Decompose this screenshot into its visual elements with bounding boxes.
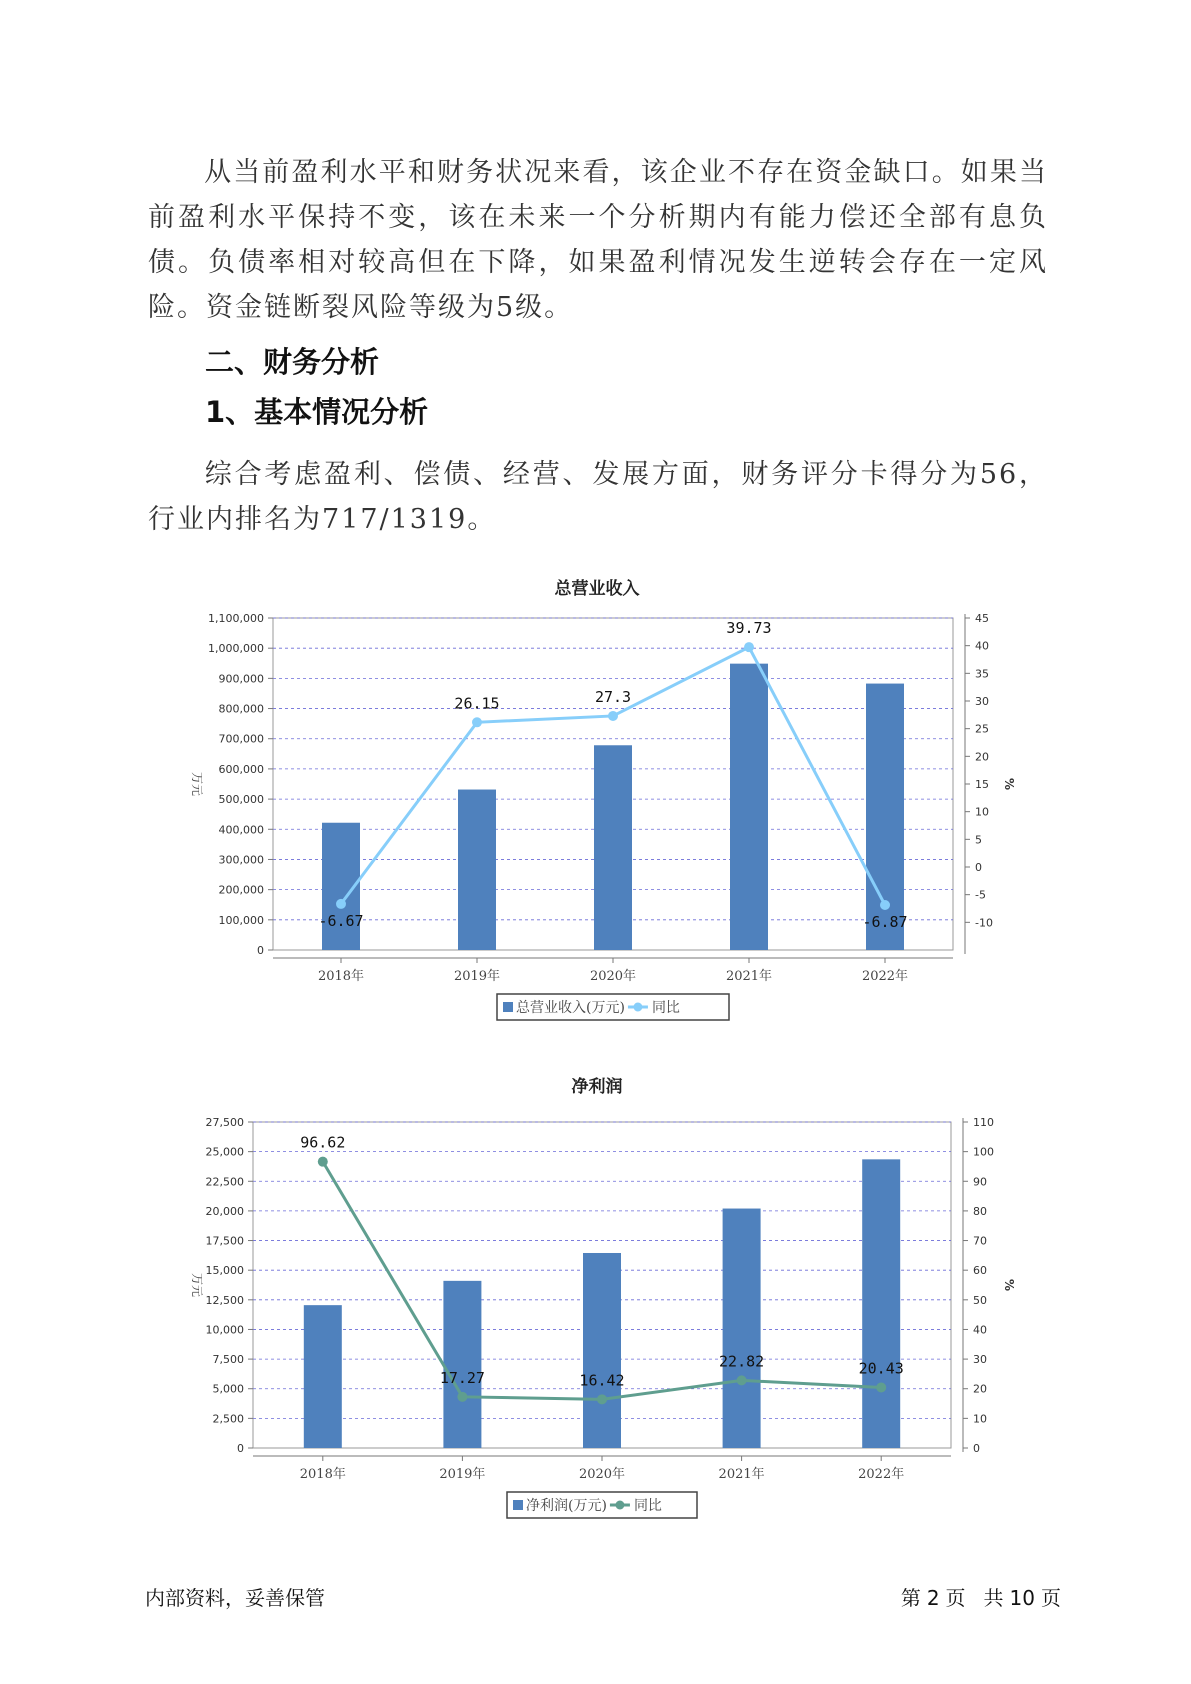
chart-title: 总营业收入 [554,579,640,599]
chart-title: 净利润 [571,1077,623,1097]
right-axis-tick-label: 110 [973,1116,994,1129]
right-axis-tick-label: 10 [975,805,989,819]
yoy-point [880,900,890,910]
right-axis-tick-label: 35 [975,667,989,681]
y-axis-title: 万元 [190,771,204,797]
bar [304,1305,342,1448]
x-axis-tick-label: 2022年 [861,969,909,984]
bar [594,745,632,950]
footer-total-suffix: 页 [1041,1586,1061,1610]
yoy-data-label: 16.42 [579,1371,625,1390]
right-axis-tick-label: 80 [973,1204,987,1218]
legend-line-marker [615,1501,624,1510]
footer-page-info [895,1582,1061,1611]
y-axis-tick-label: 17,500 [205,1234,244,1248]
yoy-point [336,899,346,909]
y-axis-tick-label: 22,500 [205,1175,244,1189]
legend-bar-label: 净利润(万元) [526,1498,607,1514]
legend-bar-swatch [513,1500,523,1510]
x-axis-tick-label: 2019年 [453,969,501,984]
legend-line-label: 同比 [651,1000,680,1016]
y-axis-tick-label: 1,100,000 [208,612,264,625]
y-axis-tick-label: 7,500 [212,1353,244,1367]
bar [458,790,496,950]
footer-page-number: 2 [926,1586,940,1610]
y-axis-tick-label: 800,000 [218,702,264,716]
x-axis-tick-label: 2021年 [725,969,773,984]
yoy-data-label: 20.43 [858,1359,904,1378]
x-axis-tick-label: 2018年 [317,969,365,984]
right-axis-tick-label: 60 [973,1264,987,1278]
revenue-chart-svg [0,560,1191,1040]
x-axis-tick-label: 2019年 [439,1467,486,1482]
right-axis-tick-label: 5 [975,833,982,847]
y-axis-tick-label: 0 [257,944,264,957]
yoy-point [608,711,618,721]
yoy-data-label: -6.67 [318,911,364,930]
x-axis-tick-label: 2018年 [299,1467,346,1482]
y-axis-tick-label: 5,000 [212,1382,244,1396]
right-axis-tick-label: 90 [973,1175,987,1189]
y-axis-tick-label: 20,000 [205,1204,244,1218]
right-axis-tick-label: 20 [973,1382,987,1396]
right-axis-tick-label: 20 [975,750,989,764]
y-axis-tick-label: 200,000 [218,883,264,897]
right-axis-tick-label: 100 [973,1145,994,1159]
yoy-point [744,642,754,652]
legend-bar-label: 总营业收入(万元) [516,1000,625,1016]
right-axis-title: % [1002,777,1016,791]
legend-bar-swatch [503,1002,513,1012]
paragraph-risk-summary-text: 从当前盈利水平和财务状况来看，该企业不存在资金缺口。如果当前盈利水平保持不变，该在未来一个分析期内有能力偿还全部有息负债。负债率相对较高但在下降，如果盈利情况发生逆转会存在一定风险。资金链断裂风险等级为5级。 [148,157,1048,323]
legend-line-label: 同比 [633,1498,662,1514]
yoy-point [597,1394,607,1404]
right-axis-tick-label: 0 [973,1442,980,1455]
yoy-point [737,1375,747,1385]
y-axis-tick-label: 10,000 [205,1323,244,1337]
x-axis-tick-label: 2020年 [589,969,637,984]
x-axis-tick-label: 2020年 [578,1467,626,1482]
y-axis-tick-label: 400,000 [218,823,264,837]
y-axis-tick-label: 600,000 [218,762,264,776]
right-axis-tick-label: 70 [973,1234,987,1248]
y-axis-tick-label: 300,000 [218,853,264,867]
right-axis-tick-label: 0 [975,861,982,874]
right-axis-title: % [1002,1278,1016,1292]
right-axis-tick-label: 40 [975,639,989,653]
footer-page-prefix: 第 [900,1586,921,1610]
yoy-data-label: 17.27 [439,1368,485,1387]
bar [723,1209,761,1448]
yoy-data-label: -6.87 [862,913,908,932]
yoy-data-label: 26.15 [454,694,500,713]
yoy-data-label: 22.82 [719,1352,765,1371]
y-axis-tick-label: 0 [237,1442,244,1455]
right-axis-tick-label: 10 [973,1412,987,1426]
right-axis-tick-label: 30 [973,1353,987,1367]
yoy-point [318,1157,328,1167]
y-axis-tick-label: 12,500 [205,1293,244,1307]
right-axis-tick-label: 50 [973,1293,987,1307]
right-axis-tick-label: 15 [975,778,989,791]
net-profit-chart-svg [0,1058,1191,1538]
y-axis-tick-label: 100,000 [218,913,264,927]
paragraph-risk-summary [148,150,1048,330]
yoy-point [876,1382,886,1392]
footer-confidential-note: 内部资料，妥善保管 [145,1586,325,1610]
net-profit-chart [0,1058,1191,1538]
bar [443,1281,481,1448]
yoy-data-label: 96.62 [300,1133,346,1152]
subsection-heading: 1、基本情况分析 [205,395,429,429]
y-axis-tick-label: 25,000 [205,1145,244,1159]
right-axis-tick-label: 30 [975,695,989,708]
y-axis-title: 万元 [190,1272,204,1298]
footer-total-number: 10 [1009,1586,1035,1610]
right-axis-tick-label: 25 [975,722,989,736]
section-heading: 二、财务分析 [205,345,380,379]
bar [730,664,768,950]
y-axis-tick-label: 2,500 [212,1412,244,1426]
yoy-data-label: 27.3 [594,687,632,706]
y-axis-tick-label: 500,000 [218,793,264,807]
yoy-point [457,1392,467,1402]
legend-line-marker [633,1003,642,1012]
paragraph-score-text: 综合考虑盈利、偿债、经营、发展方面，财务评分卡得分为56，行业内排名为717/1319。 [148,459,1048,535]
revenue-chart [0,560,1191,1040]
footer-page-mid: 页 [945,1586,966,1610]
right-axis-tick-label: 45 [975,612,989,625]
y-axis-tick-label: 900,000 [218,672,264,686]
right-axis-tick-label: 40 [973,1323,987,1337]
y-axis-tick-label: 15,000 [205,1264,244,1278]
x-axis-tick-label: 2021年 [718,1467,765,1482]
bar [866,684,904,950]
x-axis-tick-label: 2022年 [858,1467,905,1482]
right-axis-tick-label: -10 [975,916,993,930]
paragraph-score [148,452,1048,542]
footer-total-prefix: 共 [983,1586,1004,1610]
y-axis-tick-label: 700,000 [218,732,264,746]
yoy-data-label: 39.73 [726,619,772,638]
bar [862,1159,900,1448]
yoy-point [472,717,482,727]
y-axis-tick-label: 27,500 [205,1116,244,1129]
right-axis-tick-label: -5 [975,888,986,902]
bar [583,1253,621,1448]
y-axis-tick-label: 1,000,000 [208,642,264,656]
